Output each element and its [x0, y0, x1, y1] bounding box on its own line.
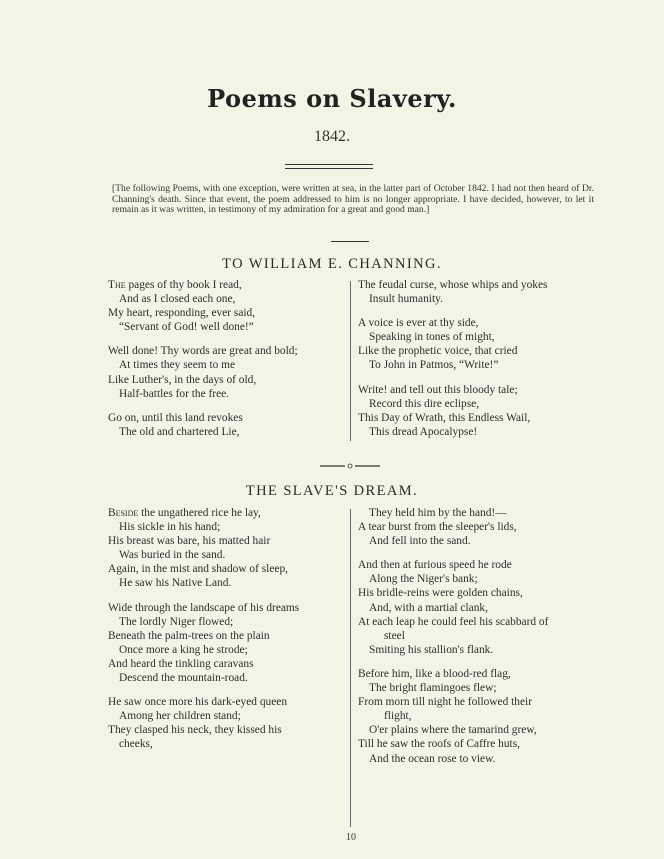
verse-line: Speaking in tones of might, [369, 331, 495, 344]
verse-line: A tear burst from the sleeper's lids, [358, 521, 517, 534]
intro-note: [The following Poems, with one exception, were written at sea, in the latter part of October 1842. I had not then heard of Dr. Channing's death. Since that event, the poem addressed to him is no longer appropriate. I have decided, however, to let it remain as it was written, in testimony of my admiration for a great and good man.] [112, 183, 594, 216]
column-divider [350, 281, 351, 441]
verse-line: The bright flamingoes flew; [369, 682, 497, 695]
page-number: 10 [346, 832, 356, 843]
verse-line: A voice is ever at thy side, [358, 317, 479, 330]
verse-line: And then at furious speed he rode [358, 559, 512, 572]
verse-line: And the ocean rose to view. [369, 752, 496, 765]
verse-line: This Day of Wrath, this Endless Wail, [358, 411, 531, 424]
verse-line: And as I closed each one, [119, 293, 236, 306]
verse-line: Like the prophetic voice, that cried [358, 345, 518, 358]
poem1-left-column [108, 278, 346, 439]
verse-line: Write! and tell out this bloody tale; [358, 383, 518, 396]
verse-line: The lordly Niger flowed; [119, 615, 234, 628]
page-title: Poems on Slavery. [207, 84, 457, 113]
verse-line: O'er plains where the tamarind grew, [369, 724, 537, 737]
poem1-right-column [358, 278, 598, 439]
verse-line: He saw once more his dark-eyed queen [108, 696, 288, 709]
verse-line: steel [384, 629, 405, 642]
verse-line: His bridle-reins were golden chains, [358, 587, 523, 600]
verse-line: The feudal curse, whose whips and yokes [358, 279, 548, 291]
short-rule-divider [331, 241, 369, 242]
verse-line: “Servant of God! well done!” [119, 321, 254, 334]
verse-line: Beside the ungathered rice he lay, [108, 507, 261, 519]
column-divider [350, 509, 351, 827]
verse-line: They held him by the hand!— [369, 507, 507, 519]
verse-line: Before him, like a blood-red flag, [358, 667, 511, 680]
verse-line: Among her children stand; [119, 710, 241, 723]
drop-word: The [108, 279, 126, 291]
verse-line: Along the Niger's bank; [369, 573, 478, 586]
drop-word: Beside [108, 507, 139, 519]
verse-line: Go on, until this land revokes [108, 411, 243, 424]
verse-line: To John in Patmos, “Write!” [369, 359, 499, 372]
verse-line: The old and chartered Lie, [119, 425, 240, 438]
double-rule-divider [285, 164, 373, 172]
verse-line: This dread Apocalypse! [369, 425, 478, 438]
verse-line: Again, in the mist and shadow of sleep, [108, 563, 289, 576]
verse-line: From morn till night he followed their [358, 696, 533, 709]
year-heading: 1842. [314, 128, 350, 145]
verse-line: Was buried in the sand. [119, 549, 226, 562]
verse-line: Half-battles for the free. [119, 387, 230, 400]
verse-line: At times they seem to me [119, 359, 236, 372]
verse-line: cheeks, [119, 738, 153, 751]
verse-line: The pages of thy book I read, [108, 279, 242, 291]
poem2-right-column [358, 506, 598, 766]
poem-title-slaves-dream: THE SLAVE'S DREAM. [245, 483, 419, 499]
verse-line: Wide through the landscape of his dreams [108, 601, 300, 614]
verse-line: Once more a king he strode; [119, 643, 248, 656]
verse-line: Beneath the palm-trees on the plain [108, 629, 270, 642]
verse-line: He saw his Native Land. [119, 577, 232, 590]
verse-line: Smiting his stallion's flank. [369, 643, 494, 656]
poem2-left-column [108, 506, 348, 752]
verse-line: My heart, responding, ever said, [108, 307, 256, 320]
verse-line: His breast was bare, his matted hair [108, 535, 271, 548]
verse-line: His sickle in his hand; [119, 521, 221, 534]
verse-line: And fell into the sand. [369, 535, 471, 548]
verse-line: And, with a martial clank, [369, 601, 488, 614]
ornament-divider [320, 462, 380, 470]
verse-line: flight, [384, 710, 412, 723]
verse-line: Well done! Thy words are great and bold; [108, 345, 298, 358]
poem-title-channing: TO WILLIAM E. CHANNING. [222, 256, 442, 272]
verse-line: And heard the tinkling caravans [108, 657, 254, 670]
verse-line: Descend the mountain-road. [119, 672, 248, 685]
verse-line: Like Luther's, in the days of old, [108, 373, 257, 386]
verse-line: At each leap he could feel his scabbard of [358, 615, 549, 628]
verse-line: Till he saw the roofs of Caffre huts, [358, 738, 520, 751]
verse-line: Record this dire eclipse, [369, 397, 480, 410]
verse-line: They clasped his neck, they kissed his [108, 724, 282, 737]
verse-line: Insult humanity. [369, 293, 443, 306]
